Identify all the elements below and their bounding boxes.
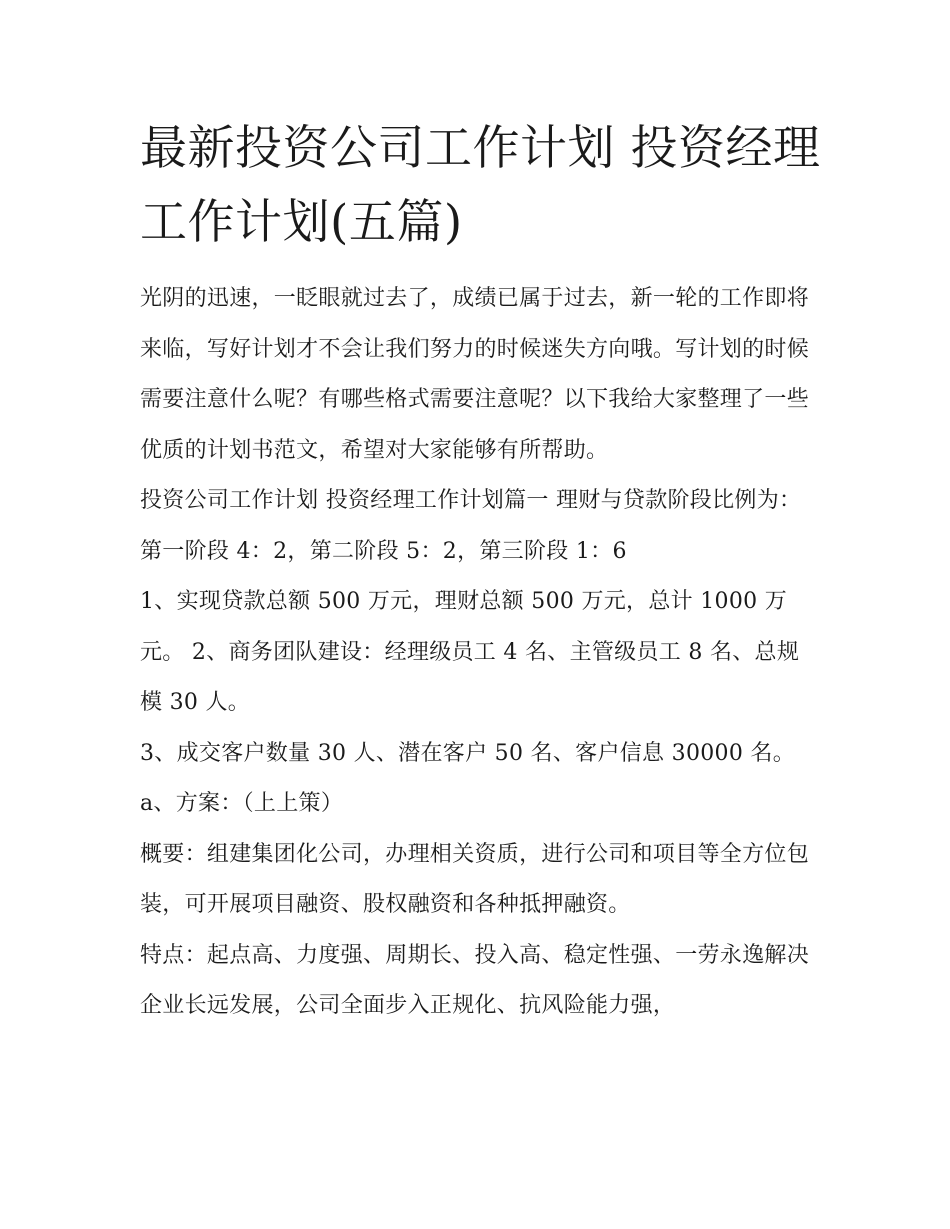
paragraph-phase-ratio: 投资公司工作计划 投资经理工作计划篇一 理财与贷款阶段比例为：第一阶段 4：2，第二阶段 5：2，第三阶段 1：6 (140, 488, 802, 564)
paragraph-customers: 3、成交客户数量 30 人、潜在客户 50 名、客户信息 30000 名。 a、方案：（上上策） (140, 740, 796, 816)
paragraph-intro: 光阴的迅速，一眨眼就过去了，成绩已属于过去，新一轮的工作即将来临，写好计划才不会让我们努力的时候迷失方向哦。写计划的时候需要注意什么呢？有哪些格式需要注意呢？以下我给大家整理了一些优质的计划书范文，希望对大家能够有所帮助。 (140, 286, 810, 463)
paragraph-targets: 1、实现贷款总额 500 万元，理财总额 500 万元，总计 1000 万元。 2、商务团队建设：经理级员工 4 名、主管级员工 8 名、总规模 30 人。 (140, 589, 800, 715)
paragraph-overview: 概要：组建集团化公司，办理相关资质，进行公司和项目等全方位包装，可开展项目融资、股权融资和各种抵押融资。 (140, 841, 810, 917)
document-title: 最新投资公司工作计划 投资经理工作计划(五篇) (140, 121, 821, 250)
paragraph-features: 特点：起点高、力度强、周期长、投入高、稳定性强、一劳永逸解决企业长远发展，公司全面步入正规化、抗风险能力强， (140, 942, 810, 1018)
